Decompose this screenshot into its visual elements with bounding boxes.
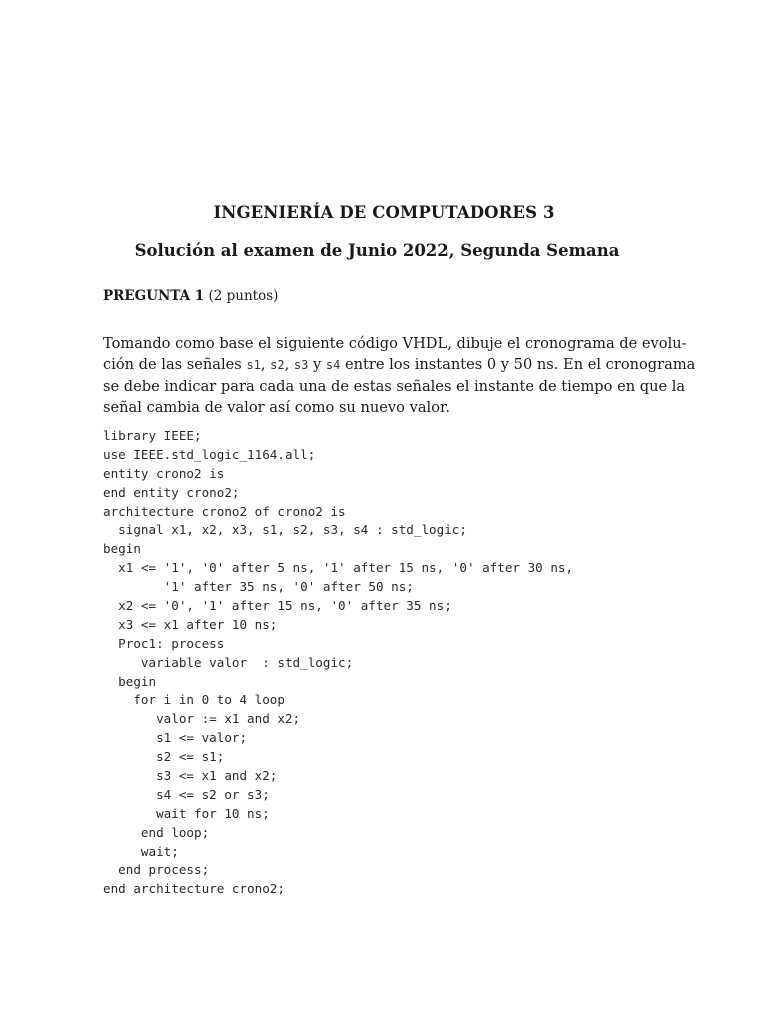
code-line: s2 <= s1;	[103, 749, 225, 765]
code-line: s1 <= valor;	[103, 730, 248, 746]
code-line: end loop;	[103, 824, 210, 840]
code-line: x2 <= '0', '1' after 15 ns, '0' after 35 ns;	[103, 598, 452, 614]
code-line: wait;	[103, 843, 179, 859]
code-line: use IEEE.std_logic_1164.all;	[103, 446, 316, 462]
document-title: INGENIERÍA DE COMPUTADORES 3	[213, 203, 555, 222]
document-subtitle: Solución al examen de Junio 2022, Segunda Semana	[134, 241, 620, 260]
separator: ,	[284, 356, 294, 373]
code-line: begin	[103, 673, 157, 689]
code-line: architecture crono2 of crono2 is	[103, 503, 346, 519]
signal-name: s3	[293, 358, 309, 372]
code-line: '1' after 35 ns, '0' after 50 ns;	[103, 579, 414, 595]
separator: y	[308, 356, 326, 373]
statement-line	[103, 354, 696, 376]
code-line: x1 <= '1', '0' after 5 ns, '1' after 15 ns, '0' after 30 ns,	[103, 560, 574, 576]
question-points: (2 puntos)	[208, 288, 279, 304]
code-line: entity crono2 is	[103, 465, 225, 481]
statement-text: ción de las señales	[103, 356, 247, 373]
statement-line: se debe indicar para cada una de estas señales el instante de tiempo en que la	[103, 378, 686, 395]
signal-name: s2	[270, 358, 285, 372]
code-line: Proc1: process	[103, 635, 225, 651]
code-line: variable valor : std_logic;	[103, 654, 354, 670]
code-line: end entity crono2;	[103, 484, 240, 500]
code-line: signal x1, x2, x3, s1, s2, s3, s4 : std_logic;	[103, 522, 467, 538]
code-line: end process;	[103, 862, 210, 878]
question-heading	[103, 288, 278, 304]
vhdl-code-block	[103, 427, 573, 899]
code-line: begin	[103, 541, 141, 557]
code-line: s4 <= s2 or s3;	[103, 786, 270, 802]
code-line: s3 <= x1 and x2;	[103, 768, 278, 784]
code-line: for i in 0 to 4 loop	[103, 692, 285, 708]
statement-text: entre los instantes 0 y 50 ns. En el cronograma	[340, 356, 696, 373]
statement-line: señal cambia de valor así como su nuevo valor.	[103, 399, 450, 416]
code-line: wait for 10 ns;	[103, 805, 270, 821]
question-statement	[103, 333, 696, 418]
statement-line: Tomando como base el siguiente código VHDL, dibuje el cronograma de evolu-	[103, 335, 687, 352]
separator: ,	[260, 356, 271, 373]
signal-name: s4	[325, 358, 341, 372]
code-line: valor := x1 and x2;	[103, 711, 301, 727]
code-line: end architecture crono2;	[103, 881, 285, 897]
code-line: library IEEE;	[103, 428, 202, 443]
code-line: x3 <= x1 after 10 ns;	[103, 616, 278, 632]
signal-name: s1	[246, 358, 261, 372]
question-label: PREGUNTA 1	[103, 288, 205, 304]
